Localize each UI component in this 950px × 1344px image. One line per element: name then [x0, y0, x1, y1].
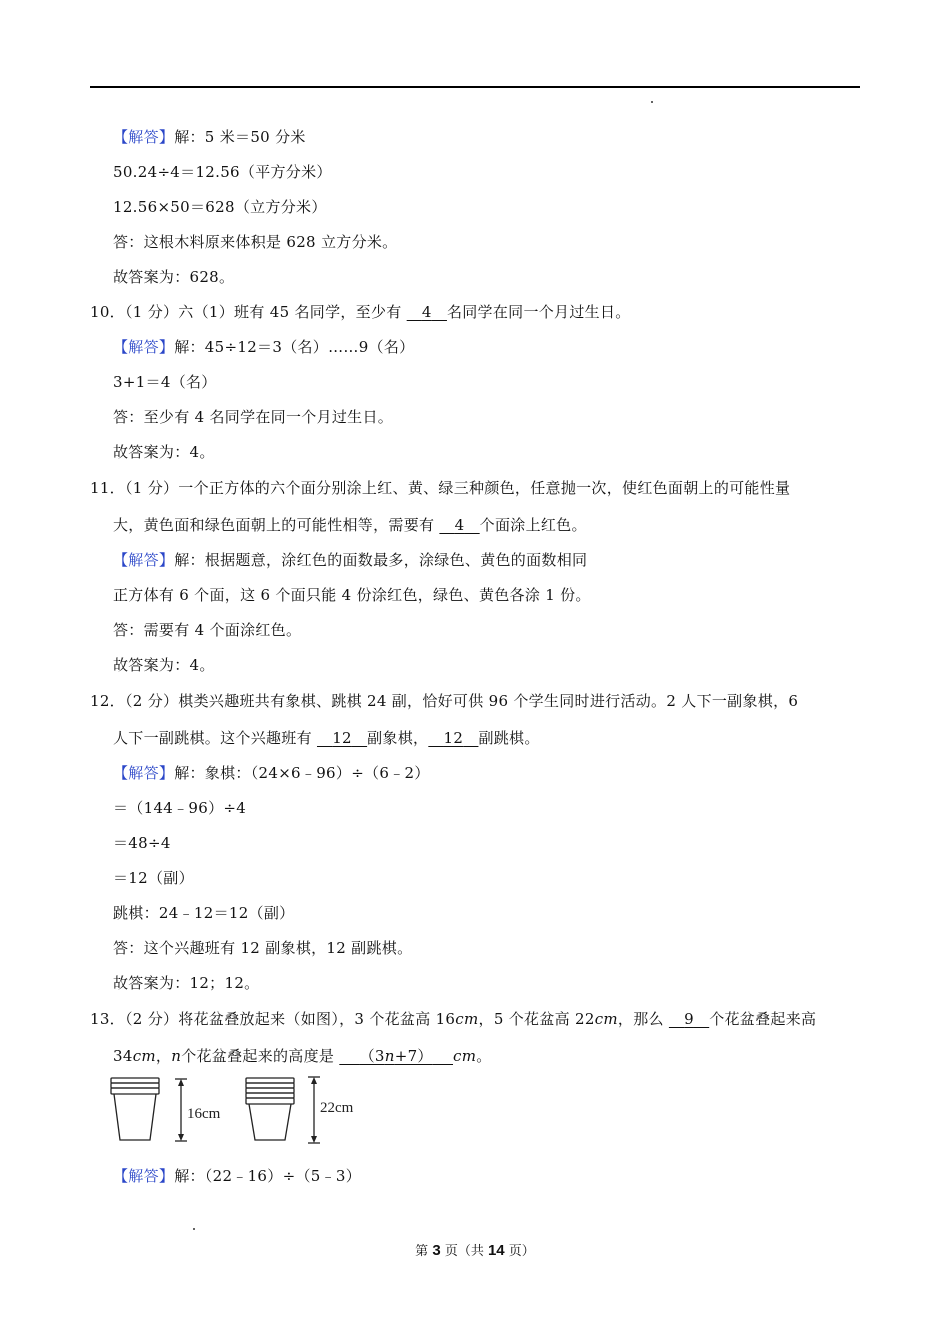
q11-question-line-1: 11．（1 分）一个正方体的六个面分别涂上红、黄、绿三种颜色，任意抛一次，使红色面朝上的可能性量	[90, 479, 791, 497]
answer-blank-2: 12	[443, 729, 464, 747]
solution-tag: 【解答】	[113, 551, 175, 569]
q9-solution-line-2: 50.24÷4＝12.56（平方分米）	[113, 163, 332, 181]
pot-stack-3	[111, 1078, 159, 1140]
q13-question-line-2: 34cm，n个花盆叠起来的高度是 （3n+7） cm。	[113, 1047, 492, 1065]
q13-solution-line-1: 【解答】解：（22﹣16）÷（5﹣3）	[113, 1167, 362, 1185]
answer-blank: 4	[454, 516, 465, 534]
label-22cm: 22cm	[320, 1100, 354, 1116]
q10-solution-final: 故答案为：4。	[113, 443, 215, 461]
q10-solution-answer: 答：至少有 4 名同学在同一个月过生日。	[113, 408, 394, 426]
q13-question-line-1: 13．（2 分）将花盆叠放起来（如图），3 个花盆高 16cm，5 个花盆高 22cm，那么 9 个花盆叠起来高	[90, 1010, 817, 1028]
solution-tag: 【解答】	[113, 128, 175, 146]
solution-tag: 【解答】	[113, 764, 175, 782]
q11-question-line-2: 大，黄色面和绿色面朝上的可能性相等，需要有 4 个面涂上红色。	[113, 516, 587, 534]
height-arrow-22cm	[308, 1077, 320, 1143]
flower-pot-figure	[108, 1076, 368, 1148]
answer-blank-1: 9	[684, 1010, 694, 1028]
answer-blank-1: 12	[332, 729, 352, 747]
q12-solution-final: 故答案为：12；12。	[113, 974, 260, 992]
q12-solution-answer: 答：这个兴趣班有 12 副象棋，12 副跳棋。	[113, 939, 413, 957]
page-number: 3	[432, 1242, 441, 1259]
q10-question: 10．（1 分）六（1）班有 45 名同学，至少有 4 名同学在同一个月过生日。	[90, 303, 631, 321]
height-arrow-16cm	[175, 1079, 187, 1141]
q11-solution-line-2: 正方体有 6 个面，这 6 个面只能 4 份涂红色，绿色、黄色各涂 1 份。	[113, 586, 591, 604]
pot-stack-5	[246, 1078, 294, 1140]
q9-solution-line-3: 12.56×50＝628（立方分米）	[113, 198, 327, 216]
question-number: 13．	[90, 1010, 125, 1028]
label-16cm: 16cm	[187, 1106, 221, 1122]
q10-solution-line-1: 【解答】解：45÷12＝3（名）……9（名）	[113, 338, 415, 356]
page-total: 14	[487, 1242, 505, 1259]
answer-blank: 4	[421, 303, 432, 321]
q11-solution-line-1: 【解答】解：根据题意，涂红色的面数最多，涂绿色、黄色的面数相同	[113, 551, 588, 569]
header-dot	[651, 101, 653, 103]
q9-solution-line-1: 【解答】解：5 米＝50 分米	[113, 128, 306, 146]
q9-solution-final: 故答案为：628。	[113, 268, 235, 286]
q12-solution-line-2: ＝（144﹣96）÷4	[113, 799, 247, 817]
q12-solution-line-3: ＝48÷4	[113, 834, 171, 852]
q9-solution-answer: 答：这根木料原来体积是 628 立方分米。	[113, 233, 398, 251]
question-number: 12．	[90, 692, 125, 710]
question-number: 10．	[90, 303, 125, 321]
q12-solution-line-5: 跳棋：24﹣12＝12（副）	[113, 904, 295, 922]
q12-solution-line-1: 【解答】解：象棋：（24×6﹣96）÷（6﹣2）	[113, 764, 430, 782]
footer-dot	[193, 1228, 195, 1230]
answer-blank-2: （3n+7）	[359, 1047, 433, 1065]
page-footer: 第 3 页（共 14 页）	[415, 1242, 535, 1259]
q10-solution-line-2: 3+1＝4（名）	[113, 373, 217, 391]
solution-tag: 【解答】	[113, 338, 175, 356]
question-number: 11．	[90, 479, 125, 497]
q11-solution-answer: 答：需要有 4 个面涂红色。	[113, 621, 302, 639]
q12-question-line-1: 12．（2 分）棋类兴趣班共有象棋、跳棋 24 副，恰好可供 96 个学生同时进行活动。2 人下一副象棋，6	[90, 692, 799, 710]
header-rule	[90, 86, 860, 88]
q11-solution-final: 故答案为：4。	[113, 656, 215, 674]
solution-tag: 【解答】	[113, 1167, 175, 1185]
q12-solution-line-4: ＝12（副）	[113, 869, 194, 887]
q12-question-line-2: 人下一副跳棋。这个兴趣班有 12 副象棋， 12 副跳棋。	[113, 729, 540, 747]
